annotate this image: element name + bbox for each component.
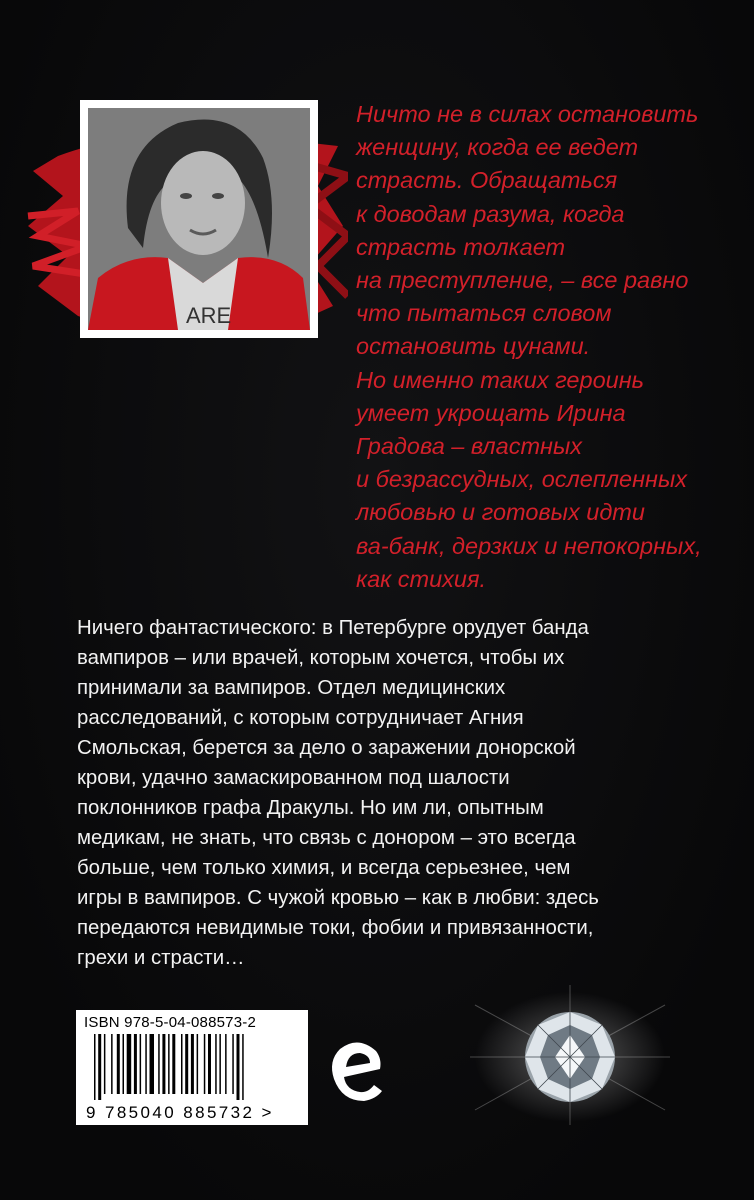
quote-line: женщину, когда ее ведет bbox=[356, 134, 639, 161]
quote-line: умеет укрощать Ирина bbox=[356, 399, 626, 426]
description-line: передаются невидимые токи, фобии и привязанности, bbox=[77, 917, 594, 939]
quote-line: Ничто не в силах остановить bbox=[356, 101, 699, 127]
quote-line: как стихия. bbox=[356, 565, 487, 592]
quote-line: страсть толкает bbox=[356, 233, 566, 260]
description-line: Смольская, берется за дело о заражении донорской bbox=[77, 737, 576, 759]
quote-line: к доводам разума, когда bbox=[356, 200, 625, 227]
book-description bbox=[77, 613, 737, 973]
publisher-logo-icon bbox=[328, 1035, 384, 1107]
quote-line: Но именно таких героинь bbox=[356, 366, 645, 393]
quote-line: ва-банк, дерзких и непокорных, bbox=[356, 532, 702, 559]
quote-line: любовью и готовых идти bbox=[356, 499, 645, 526]
barcode bbox=[76, 1010, 308, 1125]
barcode-digits: 9 785040 885732 > bbox=[86, 1103, 274, 1122]
quote-line: остановить цунами. bbox=[356, 333, 591, 360]
description-line: поклонников графа Дракулы. Но им ли, опытным bbox=[77, 797, 544, 819]
description-line: игры в вампиров. С чужой кровью – как в любви: здесь bbox=[77, 887, 599, 909]
description-line: грехи и страсти… bbox=[77, 947, 245, 969]
quote-line: что пытаться словом bbox=[356, 300, 612, 327]
diamond-icon bbox=[470, 985, 670, 1125]
quote-line: и безрассудных, ослепленных bbox=[356, 466, 687, 493]
author-quote bbox=[356, 98, 736, 596]
svg-text:ARE: ARE bbox=[186, 303, 232, 328]
author-photo bbox=[80, 100, 318, 338]
description-line: расследований, с которым сотрудничает Агния bbox=[77, 707, 524, 729]
description-line: медикам, не знать, что связь с донором – это всегда bbox=[77, 827, 576, 849]
description-line: принимали за вампиров. Отдел медицинских bbox=[77, 677, 506, 699]
quote-line: Градова – властных bbox=[356, 433, 583, 460]
quote-line: страсть. Обращаться bbox=[356, 167, 618, 194]
description-line: вампиров – или врачей, которым хочется, чтобы их bbox=[77, 647, 565, 669]
description-line: крови, удачно замаскированном под шалости bbox=[77, 767, 510, 789]
description-line: Ничего фантастического: в Петербурге орудует банда bbox=[77, 617, 589, 639]
barcode-bars bbox=[94, 1034, 294, 1100]
quote-line: на преступление, – все равно bbox=[356, 267, 689, 294]
description-line: больше, чем только химия, и всегда серьезнее, чем bbox=[77, 857, 571, 879]
isbn-label: ISBN 978-5-04-088573-2 bbox=[84, 1014, 257, 1031]
